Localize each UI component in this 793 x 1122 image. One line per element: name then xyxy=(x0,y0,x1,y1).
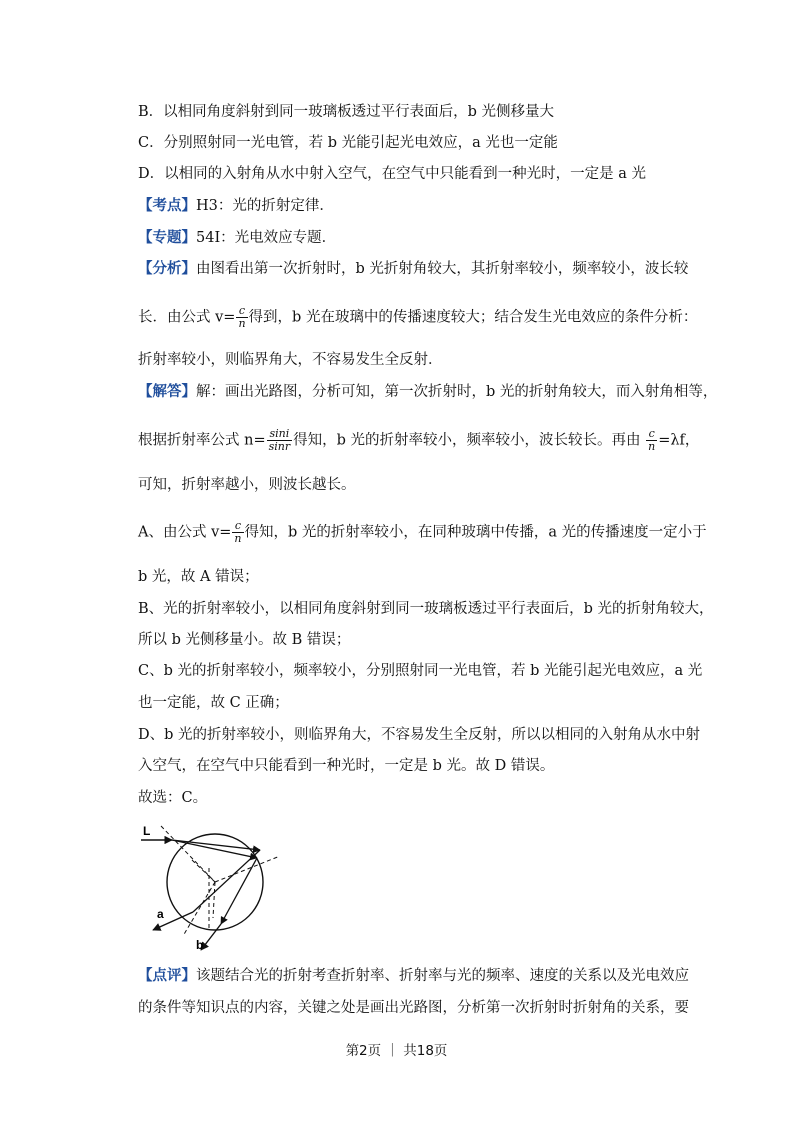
label-l: L xyxy=(143,824,151,838)
frac-den: n xyxy=(648,440,656,453)
jieda-line-2 xyxy=(138,428,699,453)
jieda-text-2a: 根据折射率公式 n= xyxy=(138,432,266,449)
analysis-a-post: 得知，b 光的折射率较小，在同种玻璃中传播，a 光的传播速度一定小于 xyxy=(244,524,707,541)
fenxi-text-1: 由图看出第一次折射时，b 光折射角较大，其折射率较小，频率较小，波长较 xyxy=(196,261,689,277)
analysis-c-line-1: C、b 光的折射率较小，频率较小，分别照射同一光电管，若 b 光能引起光电效应，a 光 xyxy=(138,663,703,679)
jieda-line-1 xyxy=(138,382,717,402)
analysis-a-line-1 xyxy=(138,520,707,545)
zhuanti-tag: 【专题】 xyxy=(138,229,196,246)
analysis-a-pre: A、由公式 v= xyxy=(138,524,232,541)
kaodian-tag: 【考点】 xyxy=(138,197,196,214)
answer-line: 故选：C。 xyxy=(138,790,208,806)
frac-den: n xyxy=(238,317,246,330)
frac-num: c xyxy=(646,428,657,441)
frac-den: sinr xyxy=(268,440,291,453)
option-c: C．分别照射同一光电管，若 b 光能引起光电效应，a 光也一定能 xyxy=(138,135,558,151)
analysis-c-line-2: 也一定能，故 C 正确； xyxy=(138,695,289,711)
option-d: D．以相同的入射角从水中射入空气，在空气中只能看到一种光时，一定是 a 光 xyxy=(138,166,646,182)
page-footer: 第2页 ｜ 共18页 xyxy=(345,1043,448,1059)
exit-ray-b xyxy=(201,924,221,950)
analysis-b-line-2: 所以 b 光侧移量小。故 B 错误； xyxy=(138,632,351,648)
label-b: b xyxy=(196,938,204,952)
kaodian-line xyxy=(138,196,334,216)
fraction-c-over-n-2 xyxy=(646,428,657,453)
frac-den: n xyxy=(234,532,242,545)
frac-num: c xyxy=(236,305,247,318)
jieda-tag: 【解答】 xyxy=(138,383,196,400)
dianping-tag: 【点评】 xyxy=(138,967,196,984)
jieda-text-2b: 得知，b 光的折射率较小，频率较小，波长较长。再由 xyxy=(293,432,641,449)
zhuanti-line xyxy=(138,228,336,248)
analysis-d-line-2: 入空气，在空气中只能看到一种光时，一定是 b 光。故 D 错误。 xyxy=(138,758,555,774)
kaodian-text: H3：光的折射定律． xyxy=(196,198,334,214)
dianping-text-1: 该题结合光的折射考查折射率、折射率与光的频率、速度的关系以及光电效应 xyxy=(196,968,689,984)
label-a: a xyxy=(157,907,164,921)
fraction-c-over-n-3 xyxy=(232,520,243,545)
fenxi-text-2b: 得到，b 光在玻璃中的传播速度较大；结合发生光电效应的条件分析： xyxy=(248,309,698,326)
fenxi-line-3: 折射率较小，则临界角大，不容易发生全反射． xyxy=(138,352,443,368)
fraction-c-over-n xyxy=(236,305,247,330)
dianping-line-2: 的条件等知识点的内容，关键之处是画出光路图，分析第一次折射时折射角的关系，要 xyxy=(138,1000,689,1016)
refracted-ray-b xyxy=(172,840,257,858)
fraction-sini-over-sinr xyxy=(267,428,293,453)
jieda-text-1: 解：画出光路图，分析可知，第一次折射时，b 光的折射角较大，而入射角相等， xyxy=(196,384,718,400)
fenxi-line-1 xyxy=(138,259,688,279)
analysis-b-line-1: B、光的折射率较小，以相同角度斜射到同一玻璃板透过平行表面后，b 光的折射角较大， xyxy=(138,601,714,617)
frac-num: c xyxy=(232,520,243,533)
analysis-d-line-1: D、b 光的折射率较小，则临界角大，不容易发生全反射，所以以相同的入射角从水中射 xyxy=(138,727,701,743)
jieda-line-3: 可知，折射率越小，则波长越长。 xyxy=(138,477,356,493)
analysis-a-line-2: b 光，故 A 错误； xyxy=(138,569,259,585)
dianping-line-1 xyxy=(138,966,689,986)
zhuanti-text: 54I：光电效应专题． xyxy=(196,230,337,246)
light-path-diagram xyxy=(135,818,285,956)
fenxi-text-2a: 长．由公式 v= xyxy=(138,309,236,326)
fenxi-tag: 【分析】 xyxy=(138,260,196,277)
frac-num: sini xyxy=(267,428,293,441)
normal-lines xyxy=(161,826,280,936)
option-b: B．以相同角度斜射到同一玻璃板透过平行表面后，b 光侧移量大 xyxy=(138,104,555,120)
jieda-text-2c: =λf， xyxy=(658,432,700,449)
fenxi-line-2 xyxy=(138,305,697,330)
